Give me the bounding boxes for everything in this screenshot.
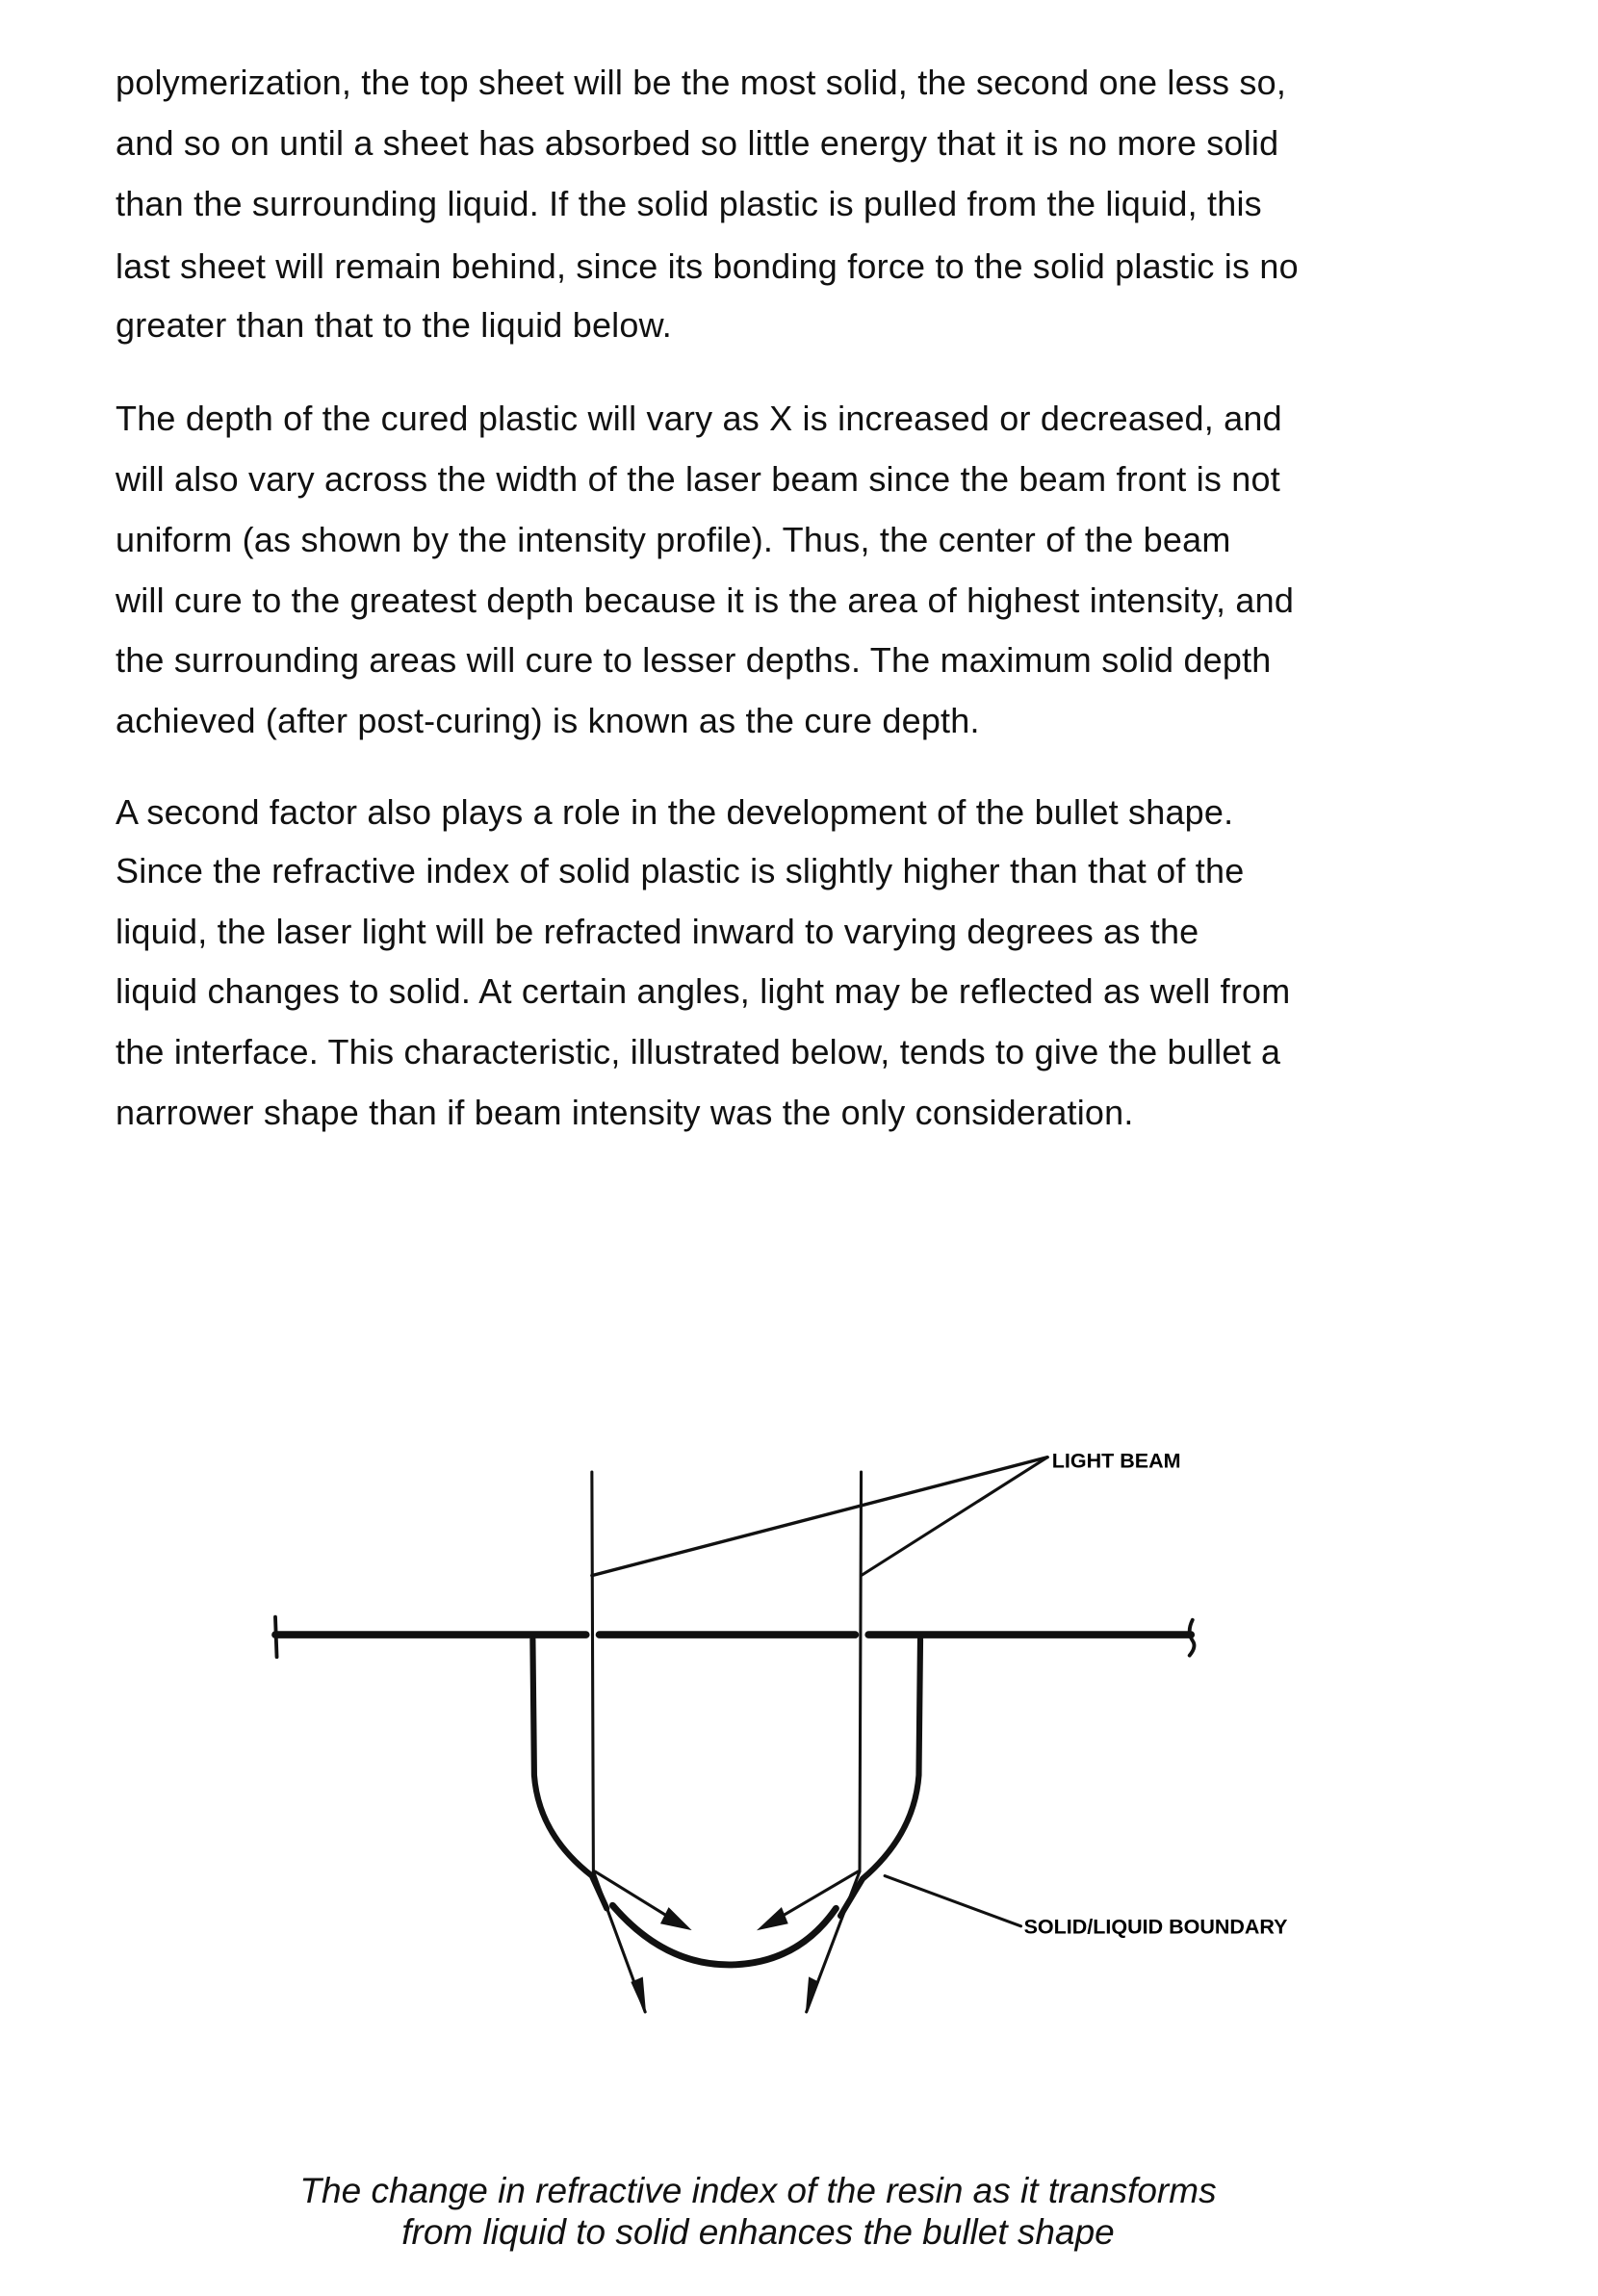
paragraph-2-line: The depth of the cured plastic will vary as X is increased or decreased, and xyxy=(116,400,1282,438)
paragraph-2-line: the surrounding areas will cure to lesser depths. The maximum solid depth xyxy=(116,641,1272,680)
figure-caption-line-1: The change in refractive index of the resin as it transforms xyxy=(0,2171,1516,2211)
paragraph-3-line: Since the refractive index of solid plastic is slightly higher than that of the xyxy=(116,852,1244,890)
bullet-bottom-arc xyxy=(612,1905,836,1965)
arrowhead-icon xyxy=(631,1978,645,2012)
paragraph-2-line: will also vary across the width of the laser beam since the beam front is not xyxy=(116,460,1280,499)
paragraph-3-line: A second factor also plays a role in the development of the bullet shape. xyxy=(116,793,1233,832)
refraction-diagram xyxy=(0,0,1598,2296)
paragraph-2-line: achieved (after post-curing) is known as the cure depth. xyxy=(116,702,980,740)
paragraph-1-line: greater than that to the liquid below. xyxy=(116,306,672,345)
document-page xyxy=(0,0,1598,2296)
paragraph-1-line: last sheet will remain behind, since its bonding force to the solid plastic is no xyxy=(116,247,1299,286)
liquid-surface-line xyxy=(275,1617,1194,1657)
paragraph-1-line: polymerization, the top sheet will be the most solid, the second one less so, xyxy=(116,64,1286,102)
paragraph-3-line: the interface. This characteristic, illustrated below, tends to give the bullet a xyxy=(116,1033,1280,1071)
paragraph-2-line: uniform (as shown by the intensity profile). Thus, the center of the beam xyxy=(116,521,1231,559)
arrowhead-icon xyxy=(661,1908,689,1929)
paragraph-2-line: will cure to the greatest depth because it is the area of highest intensity, and xyxy=(116,581,1294,620)
light-beam-leader-left xyxy=(592,1458,1047,1576)
paragraph-1-line: than the surrounding liquid. If the solid plastic is pulled from the liquid, this xyxy=(116,185,1262,223)
boundary-label: SOLID/LIQUID BOUNDARY xyxy=(1024,1916,1288,1939)
paragraph-3-line: liquid, the laser light will be refracted inward to varying degrees as the xyxy=(116,913,1198,951)
boundary-leader xyxy=(885,1876,1020,1926)
arrowhead-icon xyxy=(760,1908,787,1929)
figure-caption-line-2: from liquid to solid enhances the bullet shape xyxy=(0,2212,1516,2253)
light-beam-leader-right xyxy=(862,1458,1048,1576)
right-light-beam xyxy=(860,1472,862,1871)
paragraph-1-line: and so on until a sheet has absorbed so little energy that it is no more solid xyxy=(116,124,1278,163)
solid-liquid-boundary-curve xyxy=(532,1639,606,1909)
paragraph-3-line: narrower shape than if beam intensity was the only consideration. xyxy=(116,1094,1134,1132)
arrowhead-icon xyxy=(807,1978,818,2012)
left-light-beam xyxy=(592,1472,594,1871)
light-beam-label: LIGHT BEAM xyxy=(1052,1449,1181,1472)
paragraph-3-line: liquid changes to solid. At certain angles, light may be reflected as well from xyxy=(116,972,1290,1011)
